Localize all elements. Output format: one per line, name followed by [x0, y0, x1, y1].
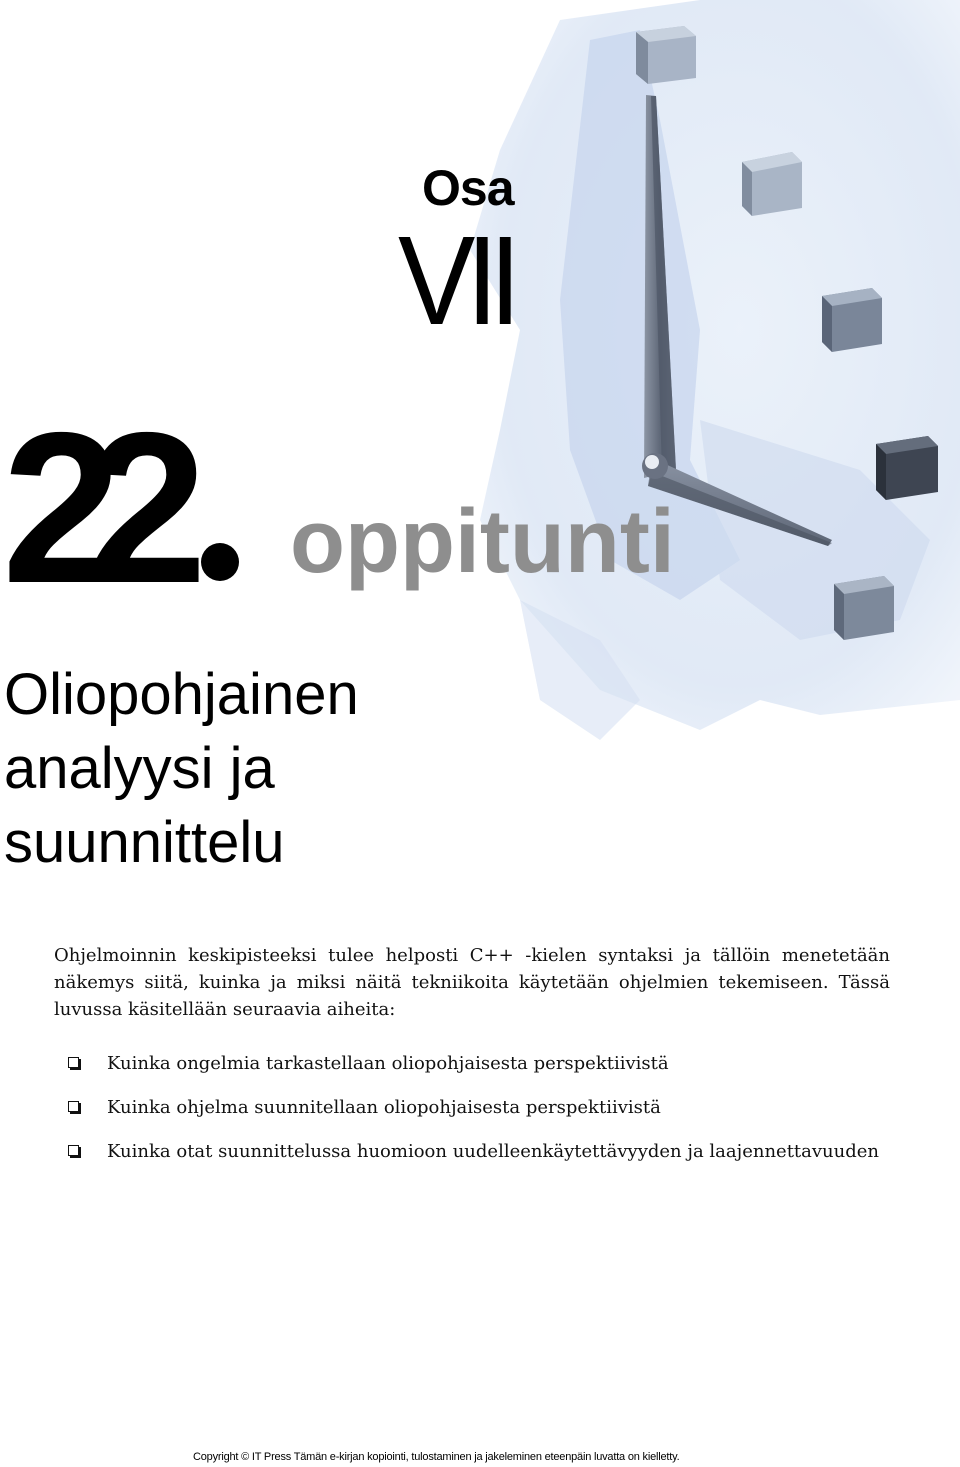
part-number: VII	[398, 210, 513, 351]
intro-paragraph: Ohjelmoinnin keskipisteeksi tulee helposti C++ -kielen syntaksi ja tällöin menetetään näkemys siitä, kuinka ja miksi näitä tekniikoita käytetään ohjelmien tekemiseen. Tässä luvussa käsitellään seuraavia aiheita:	[54, 945, 890, 1020]
list-item-text: Kuinka otat suunnittelussa huomioon uudelleenkäytettävyyden ja laajennettavuuden	[107, 1141, 880, 1162]
chapter-title	[4, 658, 359, 880]
lesson-number: 22	[2, 387, 174, 628]
chapter-title-line-1: Oliopohjainen	[4, 662, 359, 727]
cube-2	[742, 152, 802, 216]
topic-list	[66, 1050, 892, 1182]
cube-3	[822, 288, 882, 352]
list-item-text: Kuinka ohjelma suunnitellaan oliopohjaisesta perspektiivistä	[107, 1097, 661, 1118]
lesson-word: oppitunti	[290, 492, 675, 592]
checkbox-bullet-icon	[68, 1145, 79, 1156]
part-label: Osa	[422, 160, 514, 216]
list-item	[66, 1138, 892, 1165]
copyright-footer: Copyright © IT Press Tämän e-kirjan kopiointi, tulostaminen ja jakeleminen eteenpäin luvatta on kielletty.	[193, 1451, 680, 1463]
checkbox-bullet-icon	[68, 1101, 79, 1112]
checkbox-bullet-icon	[68, 1057, 79, 1068]
cube-5	[834, 576, 894, 640]
cube-1	[636, 26, 696, 84]
chapter-title-line-3: suunnittelu	[4, 810, 285, 875]
list-item	[66, 1094, 892, 1121]
lesson-number-dot	[201, 543, 239, 581]
list-item	[66, 1050, 892, 1077]
list-item-text: Kuinka ongelmia tarkastellaan oliopohjaisesta perspektiivistä	[107, 1053, 669, 1074]
cube-4	[876, 436, 938, 500]
chapter-title-line-2: analyysi ja	[4, 736, 275, 801]
